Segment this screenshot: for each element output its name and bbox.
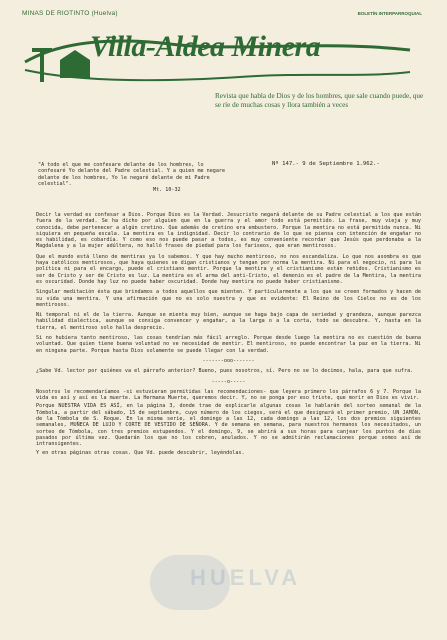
paragraph: Singular meditación ésta que brindamos a todos aquellos que mienten. Y particularmente a los que se creen formados y hacen de su vida una mentira. Y una afirmación que no es solo nuestra y que es evidente: El Reino de los Cielos no es de los mentirosos. (36, 289, 421, 308)
list-item: Y en otras páginas otras cosas. Que Vd. puede descubrir, leyéndolas. (36, 449, 245, 456)
list-item: Nosotros le recomendaríamos -si estuvieran permitidas las recomendaciones- que leyera primero los párrafos 6 y 7. Porque la vida es así y así es la muerte. La Hermana Muerte, queremos decir. Y, no se ponga por eso triste, que morir en Dios es vivir. (36, 388, 421, 402)
separator: -------ooo------- (202, 357, 255, 364)
paragraph: Ni temporal ni el de la tierra. Aunque se mienta muy bien, aunque se haga bajo capa de seriedad y grandeza, aunque parezca habilidad dialéctica, aunque se consiga convencer y engañar, a la larga o a la corta, todo se descubre. Y, hasta en la tierra, el mentiroso solo halla desprecio. (36, 312, 421, 331)
town-label: MINAS DE RIOTINTO (Huelva) (22, 10, 118, 17)
paragraph: Si no hubiera tanto mentiroso, las cosas tendrían más fácil arreglo. Porque desde luego la mentira no es cuestión de buena voluntad. Que quien tiene buena voluntad no ve necesidad de mentir. El mentiroso, no puede encontrar la paz en la tierra. Ni en ninguna parte. Porque hasta Dios solamente se puede llegar con la verdad. (36, 335, 421, 354)
quote-reference: Mt. 10-32 (153, 187, 181, 194)
watermark-text: HUELVA (190, 565, 302, 590)
masthead-title: Villa-Aldea Minera (90, 30, 321, 63)
paragraph: Decir la verdad es confesar a Dios. Porque Dios es la Verdad. Jesucristo negará delante de su Padre celestial a los que están fuera de la verdad. Se ha dicho por alguien que en la guerra y el amor todo está permitido. La frase, muy vieja y muy conocida, debe pertenecer a algún cretino. Que además de cretino era embustero. Porque la mentira no está permitida nunca. Ni siquiera en pequeña escala. La mentira es la indignidad. Decir lo contrario de lo que se piensa con intención de engañar no es habilidad, es cobardía. Y como eso nos puede pasar a todos, es muy conveniente recordar que Jesús que perdonaba a la Magdalena y a la mujer adúltera, no halló frases de piedad para los fariseos, que eran mentirosos. (36, 212, 421, 250)
list-item: Porque NUESTRA VIDA ES ASÍ, en la página 3, donde trae de explicarle algunas cosas le hablarán del sorteo semanal de la Tómbola, a partir del sábado, 15 de septiembre, cuyo número de los ciegos, será el que designará el primer premio, UN JAMÓN, de la Tómbola de S. Roque. En la misma serie, el domingo a las 12, cada domingo a las 12, los dos premios siguientes semanales, MUÑECA DE LUJO Y CORTE DE VESTIDO DE SEÑORA. Y de semana en semana, para nuestros hermanos los necesitados, un sorteo de Tómbola, con tres premios estupendos. Y el domingo, 9, se abrirá a sus horas para canjear los puntos de días pasados por última vez. Quedarán los que no los cobren, anulados. Y no se admitirán reclamaciones porque somos así de intransigentes. (36, 403, 421, 448)
separator: -----o----- (211, 378, 246, 385)
bulletin-label: BOLETÍN INTERPARROQUIAL (357, 11, 422, 16)
epigraph-quote (38, 162, 228, 193)
mining-icon (32, 48, 90, 82)
issue-number: Nº 147.- 9 de Septiembre 1.962.- (272, 161, 380, 167)
article-body (36, 212, 421, 456)
quote-text: "A todo el que me confesare delante de los hombres, lo confesaré Yo delante del Padre celestial. Y a quien me negare delante de los hombres, Yo le negaré delante de mi Padre celestial". (38, 162, 226, 187)
paragraph: Que el mundo está lleno de mentiras ya lo sabemos. Y que hay mucho mentiroso, no nos escandaliza. Lo que nos asombra es que haya católicos mentirosos, que haya quienes se digan cristianos y tengan por norma la mentira. Ni para el negocio, ni para la política ni para el encargo, puede el cristiano mentir. Porque la mentira y el cristianismo están reñidos. Cristianismo es ser de Cristo y ser de Cristo es luz. La mentira es el arma del anti-Cristo, el demonio es el padre de la Mentira, la mentira es oscuridad. Donde hay luz no puede haber oscuridad. Donde hay mentira no puede haber cristianismo. (36, 253, 421, 285)
question-paragraph: ¿Sabe Vd. lector por quiénes va el párrafo anterior? Bueno, pues nosotros, sí. Pero no se lo decimos, hala, para que sufra. (36, 368, 414, 375)
masthead-subtitle: Revista que habla de Dios y de los hombres, que sale cuando puede, que se ríe de muchas cosas y llora también a veces (215, 92, 424, 109)
